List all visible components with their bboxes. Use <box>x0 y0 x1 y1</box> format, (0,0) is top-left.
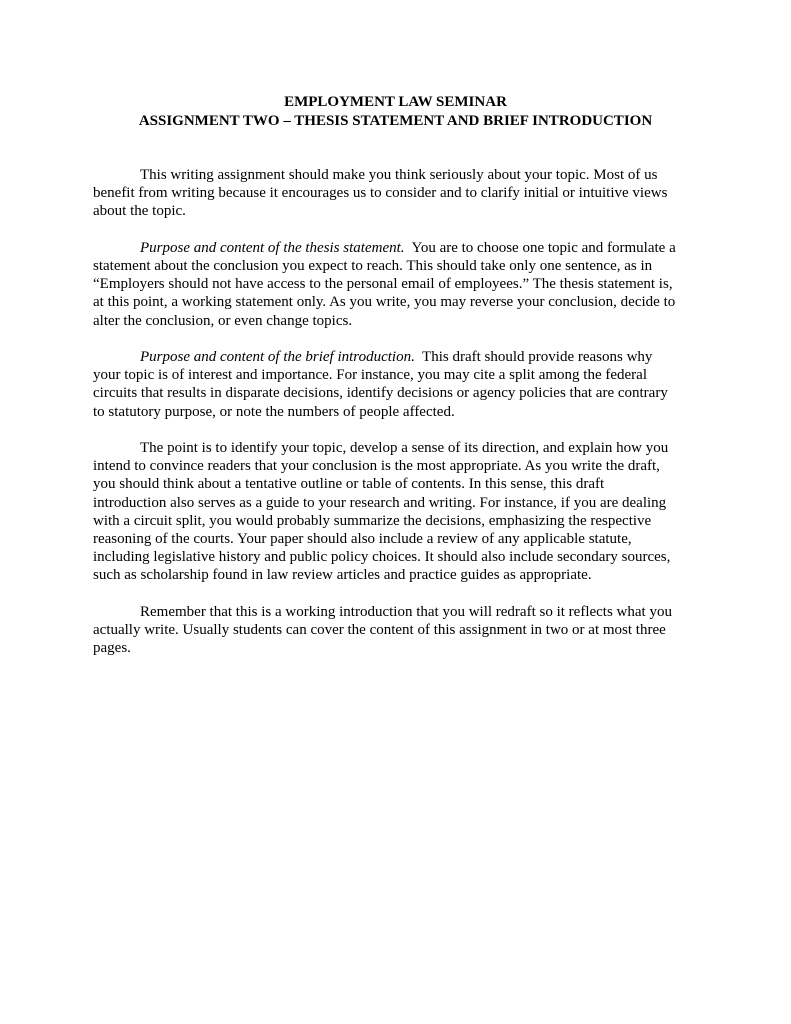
paragraph-line: reasoning of the courts. Your paper should also include a review of any applicable statute, <box>93 531 632 548</box>
paragraph-line: your topic is of interest and importance. For instance, you may cite a split among the federal <box>93 367 648 384</box>
paragraph-purpose <box>93 439 699 585</box>
paragraph-line: pages. <box>93 640 131 657</box>
paragraph-line: benefit from writing because it encourages us to consider and to clarify initial or intuitive views <box>93 185 668 202</box>
paragraph-line: Remember that this is a working introduction that you will redraft so it reflects what you <box>140 603 672 620</box>
paragraph-lead-heading: Purpose and content of the brief introduction. <box>140 349 415 365</box>
assignment-title: ASSIGNMENT TWO – THESIS STATEMENT AND BRIEF INTRODUCTION <box>138 113 653 129</box>
paragraph-line: at this point, a working statement only. As you write, you may reverse your conclusion, decide to <box>93 294 676 311</box>
paragraph-line: This writing assignment should make you think seriously about your topic. Most of us <box>140 167 658 183</box>
paragraph-lead-heading: Purpose and content of the thesis statement. <box>140 239 405 256</box>
paragraph-brief-introduction <box>93 348 699 421</box>
paragraph-line: circuits that results in disparate decisions, identify decisions or agency policies that are contrary <box>93 385 668 402</box>
paragraph-line: to statutory purpose, or note the numbers of people affected. <box>93 403 455 420</box>
paragraph-line: including legislative history and public policy choices. It should also include secondary sources, <box>93 549 671 566</box>
paragraph-line: such as scholarship found in law review articles and practice guides as appropriate. <box>93 567 592 584</box>
paragraph-closing <box>93 603 699 658</box>
paragraph-line: statement about the conclusion you expect to reach. This should take only one sentence, as in <box>93 258 653 274</box>
paragraph-line: you should think about a tentative outline or table of contents. In this sense, this draft <box>93 476 605 493</box>
paragraph-thesis-statement <box>93 239 699 330</box>
document-header <box>0 93 791 131</box>
paragraph-line: Purpose and content of the brief introduction. This draft should provide reasons why <box>140 349 653 365</box>
paragraph-line: intend to convince readers that your conclusion is the most appropriate. As you write the draft, <box>93 458 660 475</box>
paragraph-line: alter the conclusion, or even change topics. <box>93 312 353 329</box>
course-title: EMPLOYMENT LAW SEMINAR <box>284 94 507 110</box>
paragraph-line: about the topic. <box>93 203 186 220</box>
paragraph-intro <box>93 166 699 221</box>
paragraph-line: introduction also serves as a guide to your research and writing. For instance, if you are dealing <box>93 494 667 511</box>
document-body <box>93 166 699 676</box>
paragraph-line: The point is to identify your topic, develop a sense of its direction, and explain how you <box>140 440 669 456</box>
paragraph-line: Purpose and content of the thesis statement. You are to choose one topic and formulate a <box>140 239 676 256</box>
paragraph-line: “Employers should not have access to the personal email of employees.” The thesis statement is, <box>93 276 673 293</box>
paragraph-line: with a circuit split, you would probably summarize the decisions, emphasizing the respective <box>93 512 652 529</box>
paragraph-line: actually write. Usually students can cover the content of this assignment in two or at most three <box>93 622 666 639</box>
